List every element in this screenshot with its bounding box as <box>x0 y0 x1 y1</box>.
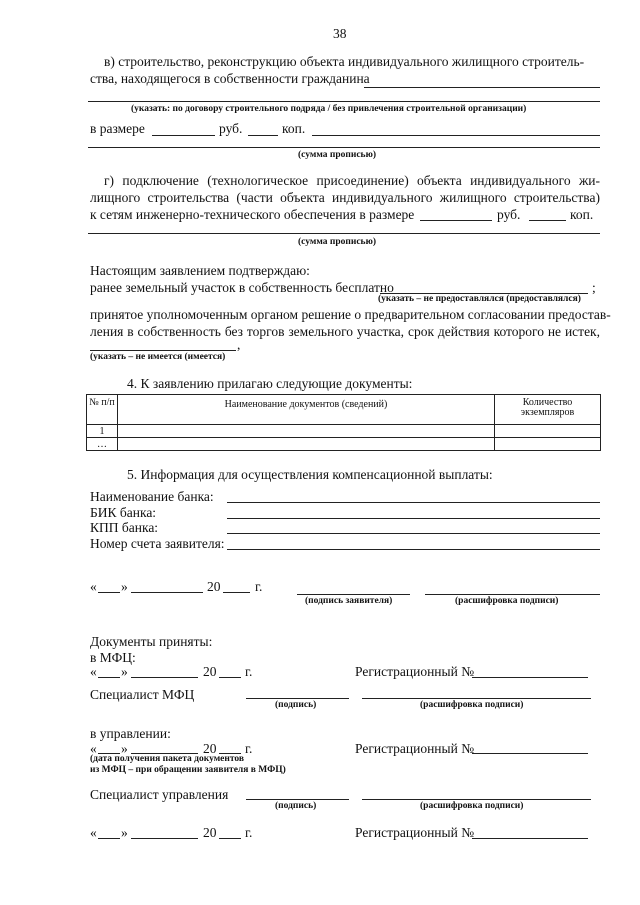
col-number-header: № п/п <box>87 395 118 425</box>
mfc-year-line[interactable] <box>219 677 241 678</box>
rub-field-line[interactable] <box>152 135 215 136</box>
date-close-quote: » <box>121 579 128 594</box>
decision-hint: (указать – не имеется (имеется) <box>90 352 226 362</box>
admin-specialist-label: Специалист управления <box>90 787 229 802</box>
admin-date-close-quote: » <box>121 741 128 756</box>
row-quantity[interactable] <box>495 438 601 451</box>
contract-type-line[interactable] <box>88 101 600 102</box>
admin-label: в управлении: <box>90 726 171 741</box>
confirm-semicolon: ; <box>592 280 596 295</box>
mfc-reg-line[interactable] <box>472 677 588 678</box>
applicant-decode-hint: (расшифровка подписи) <box>455 596 559 606</box>
final-month-line[interactable] <box>131 838 198 839</box>
mfc-decode-line[interactable] <box>362 698 591 699</box>
mfc-year-prefix: 20 <box>203 664 217 679</box>
mfc-year-suffix: г. <box>245 664 253 679</box>
mfc-month-line[interactable] <box>131 677 198 678</box>
admin-signature-hint: (подпись) <box>275 801 317 811</box>
admin-decode-hint: (расшифровка подписи) <box>420 801 524 811</box>
mfc-decode-hint: (расшифровка подписи) <box>420 700 524 710</box>
admin-date-open-quote: « <box>90 741 97 756</box>
g-kop-field-line[interactable] <box>529 220 566 221</box>
kpp-label: КПП банка: <box>90 520 159 535</box>
mfc-date-close-quote: » <box>121 664 128 679</box>
page-number: 38 <box>333 26 347 41</box>
table-row <box>87 425 601 438</box>
confirm-line1: ранее земельный участок в собственность бесплатно <box>90 280 394 295</box>
final-date-close-quote: » <box>121 825 128 840</box>
applicant-signature-line[interactable] <box>297 594 410 595</box>
row-document-name[interactable] <box>118 438 495 451</box>
admin-reg-line[interactable] <box>472 753 588 754</box>
final-year-suffix: г. <box>245 825 253 840</box>
date-open-quote: « <box>90 579 97 594</box>
kop-label: коп. <box>282 121 306 136</box>
row-quantity[interactable] <box>495 425 601 438</box>
final-day-line[interactable] <box>98 838 120 839</box>
g-kop-label: коп. <box>570 207 594 222</box>
amount-prefix: в размере <box>90 121 145 136</box>
documents-table <box>86 394 601 451</box>
g-rub-field-line[interactable] <box>420 220 492 221</box>
bik-label: БИК банка: <box>90 505 157 520</box>
documents-heading: 4. К заявлению прилагаю следующие документы: <box>127 376 413 391</box>
mfc-signature-line[interactable] <box>246 698 349 699</box>
row-number: … <box>87 438 118 451</box>
final-year-prefix: 20 <box>203 825 217 840</box>
row-number: 1 <box>87 425 118 438</box>
date-month-line[interactable] <box>131 592 203 593</box>
bank-heading: 5. Информация для осуществления компенсационной выплаты: <box>127 467 493 482</box>
applicant-signature-hint: (подпись заявителя) <box>305 596 393 606</box>
final-date-open-quote: « <box>90 825 97 840</box>
date-year-suffix: г. <box>255 579 263 594</box>
bank-name-label: Наименование банка: <box>90 489 214 504</box>
owner-field-line[interactable] <box>364 87 600 88</box>
admin-date-hint-1: (дата получения пакета документов <box>90 754 245 764</box>
date-year-line[interactable] <box>223 592 250 593</box>
section-v-line1: в) строительство, реконструкцию объекта индивидуального жилищного строитель- <box>104 54 585 69</box>
date-day-line[interactable] <box>98 592 120 593</box>
admin-year-prefix: 20 <box>203 741 217 756</box>
sum-words-hint: (сумма прописью) <box>298 150 376 160</box>
bik-field[interactable] <box>227 518 600 519</box>
g-rub-label: руб. <box>497 207 521 222</box>
g-amount-words-line[interactable] <box>88 233 600 234</box>
contract-type-hint: (указать: по договору строительного подряда / без привлечения строительной организации) <box>131 104 527 114</box>
g-sum-words-hint: (сумма прописью) <box>298 237 376 247</box>
admin-decode-line[interactable] <box>362 799 591 800</box>
rub-label: руб. <box>219 121 243 136</box>
land-plot-hint: (указать – не предоставлялся (предоставлялся) <box>378 294 581 304</box>
account-field[interactable] <box>227 549 600 550</box>
accepted-title: Документы приняты: <box>90 634 213 649</box>
bank-name-field[interactable] <box>227 502 600 503</box>
table-row <box>87 438 601 451</box>
admin-reg-label: Регистрационный № <box>355 741 475 756</box>
confirm-title: Настоящим заявлением подтверждаю: <box>90 263 310 278</box>
col-quantity-header: Количество экземпляров <box>495 395 601 425</box>
admin-signature-line[interactable] <box>246 799 349 800</box>
decision-field-line[interactable] <box>90 350 236 351</box>
date-year-prefix: 20 <box>207 579 221 594</box>
kop-field-line[interactable] <box>248 135 278 136</box>
section-g-line1: г) подключение (технологическое присоединение) объекта индивидуального жи- <box>104 173 600 188</box>
mfc-label: в МФЦ: <box>90 650 136 665</box>
col-name-header: Наименование документов (сведений) <box>118 395 495 425</box>
account-label: Номер счета заявителя: <box>90 536 225 551</box>
admin-date-hint-2: из МФЦ – при обращении заявителя в МФЦ) <box>90 765 286 775</box>
kpp-field[interactable] <box>227 533 600 534</box>
confirm-line3: ления в собственность без торгов земельного участка, срок действия которого не истек, <box>90 324 600 339</box>
admin-year-suffix: г. <box>245 741 253 756</box>
applicant-decode-line[interactable] <box>425 594 600 595</box>
amount-words-line-2[interactable] <box>88 147 600 148</box>
section-g-line3: к сетям инженерно-технического обеспечения в размере <box>90 207 415 222</box>
confirm-comma: , <box>237 337 241 352</box>
section-g-line2: лищного строительства (части объекта индивидуального жилищного строительства) <box>90 190 600 205</box>
mfc-reg-label: Регистрационный № <box>355 664 475 679</box>
final-reg-line[interactable] <box>472 838 588 839</box>
mfc-date-open-quote: « <box>90 664 97 679</box>
final-reg-label: Регистрационный № <box>355 825 475 840</box>
final-year-line[interactable] <box>219 838 241 839</box>
section-v-line2: ства, находящегося в собственности гражданина <box>90 71 370 86</box>
row-document-name[interactable] <box>118 425 495 438</box>
mfc-specialist-label: Специалист МФЦ <box>90 687 195 702</box>
amount-words-line-1[interactable] <box>312 135 600 136</box>
confirm-line2: принятое уполномоченным органом решение о предварительном согласовании предостав- <box>90 307 611 322</box>
mfc-signature-hint: (подпись) <box>275 700 317 710</box>
mfc-day-line[interactable] <box>98 677 120 678</box>
